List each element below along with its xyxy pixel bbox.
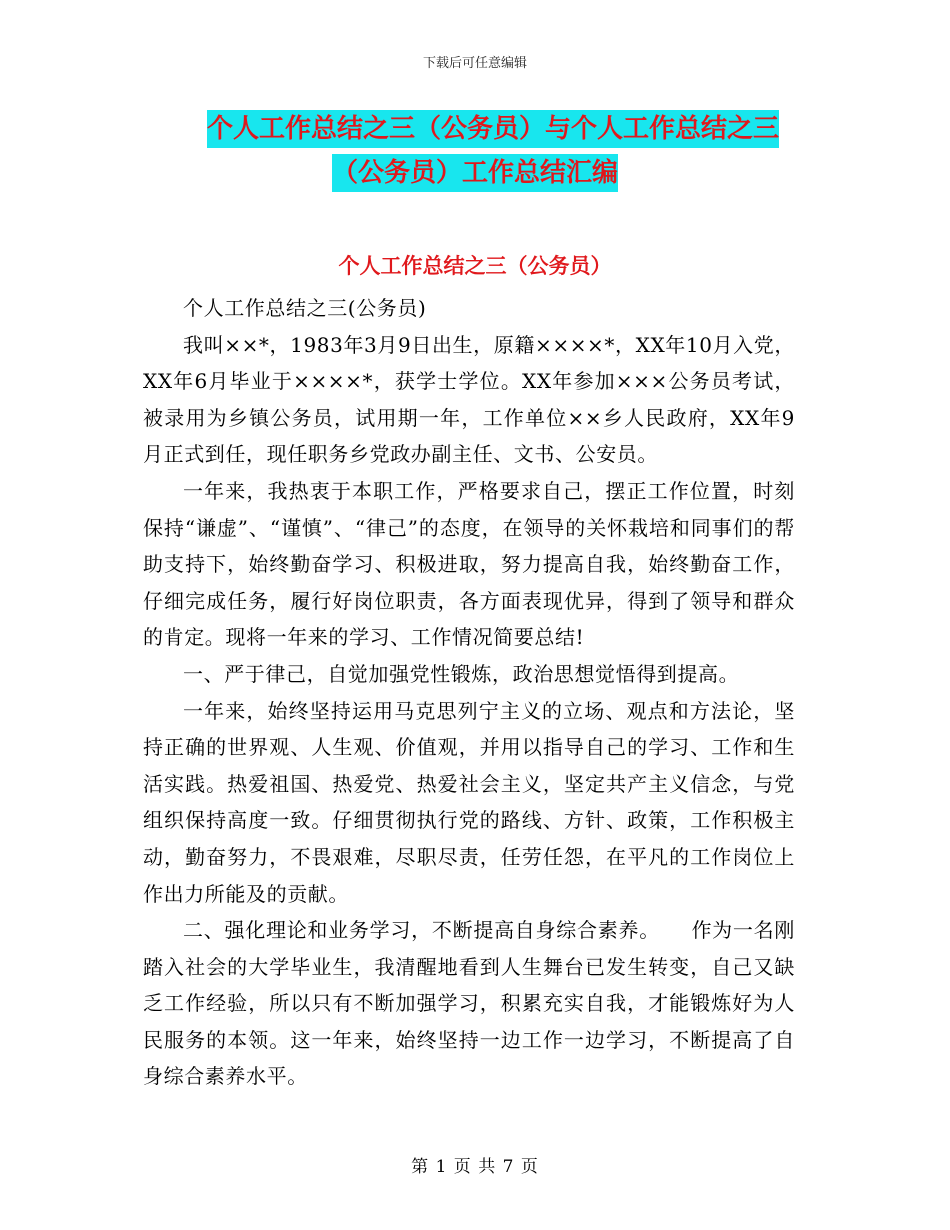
paragraph: 二、强化理论和业务学习，不断提高自身综合素养。 作为一名刚踏入社会的大学毕业生，我清醒地看到人生舞台已发生转变，自己又缺乏工作经验，所以只有不断加强学习，积累充实自我，才能锻炼好为人民服务的本领。这一年来，始终坚持一边工作一边学习，不断提高了自身综合素养水平。	[143, 918, 795, 1089]
document-title-line-2: （公务员）工作总结汇编	[0, 158, 950, 188]
paragraph: 一、严于律己，自觉加强党性锻炼，政治思想觉悟得到提高。	[183, 661, 740, 686]
paragraph: 一年来，我热衷于本职工作，严格要求自己，摆正工作位置，时刻保持“谦虚”、“谨慎”、“律己”的态度，在领导的关怀栽培和同事们的帮助支持下，始终勤奋学习、积极进取，努力提高自我，始终勤奋工作，仔细完成任务，履行好岗位职责，各方面表现优异，得到了领导和群众的肯定。现将一年来的学习、工作情况简要总结!	[143, 478, 795, 650]
page-header-note: 下载后可任意编辑	[422, 56, 527, 71]
document-title-line-1: 个人工作总结之三（公务员）与个人工作总结之三	[18, 114, 950, 144]
page-number-footer: 第 1 页 共 7 页	[411, 1157, 539, 1177]
paragraph: 个人工作总结之三(公务员)	[183, 296, 427, 320]
document-body	[143, 290, 795, 1095]
paragraph: 我叫××*，1983年3月9日出生，原籍××××*，XX年10月入党，XX年6月毕业于××××*，获学士学位。XX年参加×××公务员考试，被录用为乡镇公务员，试用期一年，工作单位××乡人民政府，XX年9月正式到任，现任职务乡党政办副主任、文书、公安员。	[143, 332, 795, 467]
section-title: 个人工作总结之三（公务员）	[338, 254, 612, 278]
paragraph: 一年来，始终坚持运用马克思列宁主义的立场、观点和方法论，坚持正确的世界观、人生观、价值观，并用以指导自己的学习、工作和生活实践。热爱祖国、热爱党、热爱社会主义，坚定共产主义信念，与党组织保持高度一致。仔细贯彻执行党的路线、方针、政策，工作积极主动，勤奋努力，不畏艰难，尽职尽责，任劳任怨，在平凡的工作岗位上作出力所能及的贡献。	[143, 698, 795, 906]
